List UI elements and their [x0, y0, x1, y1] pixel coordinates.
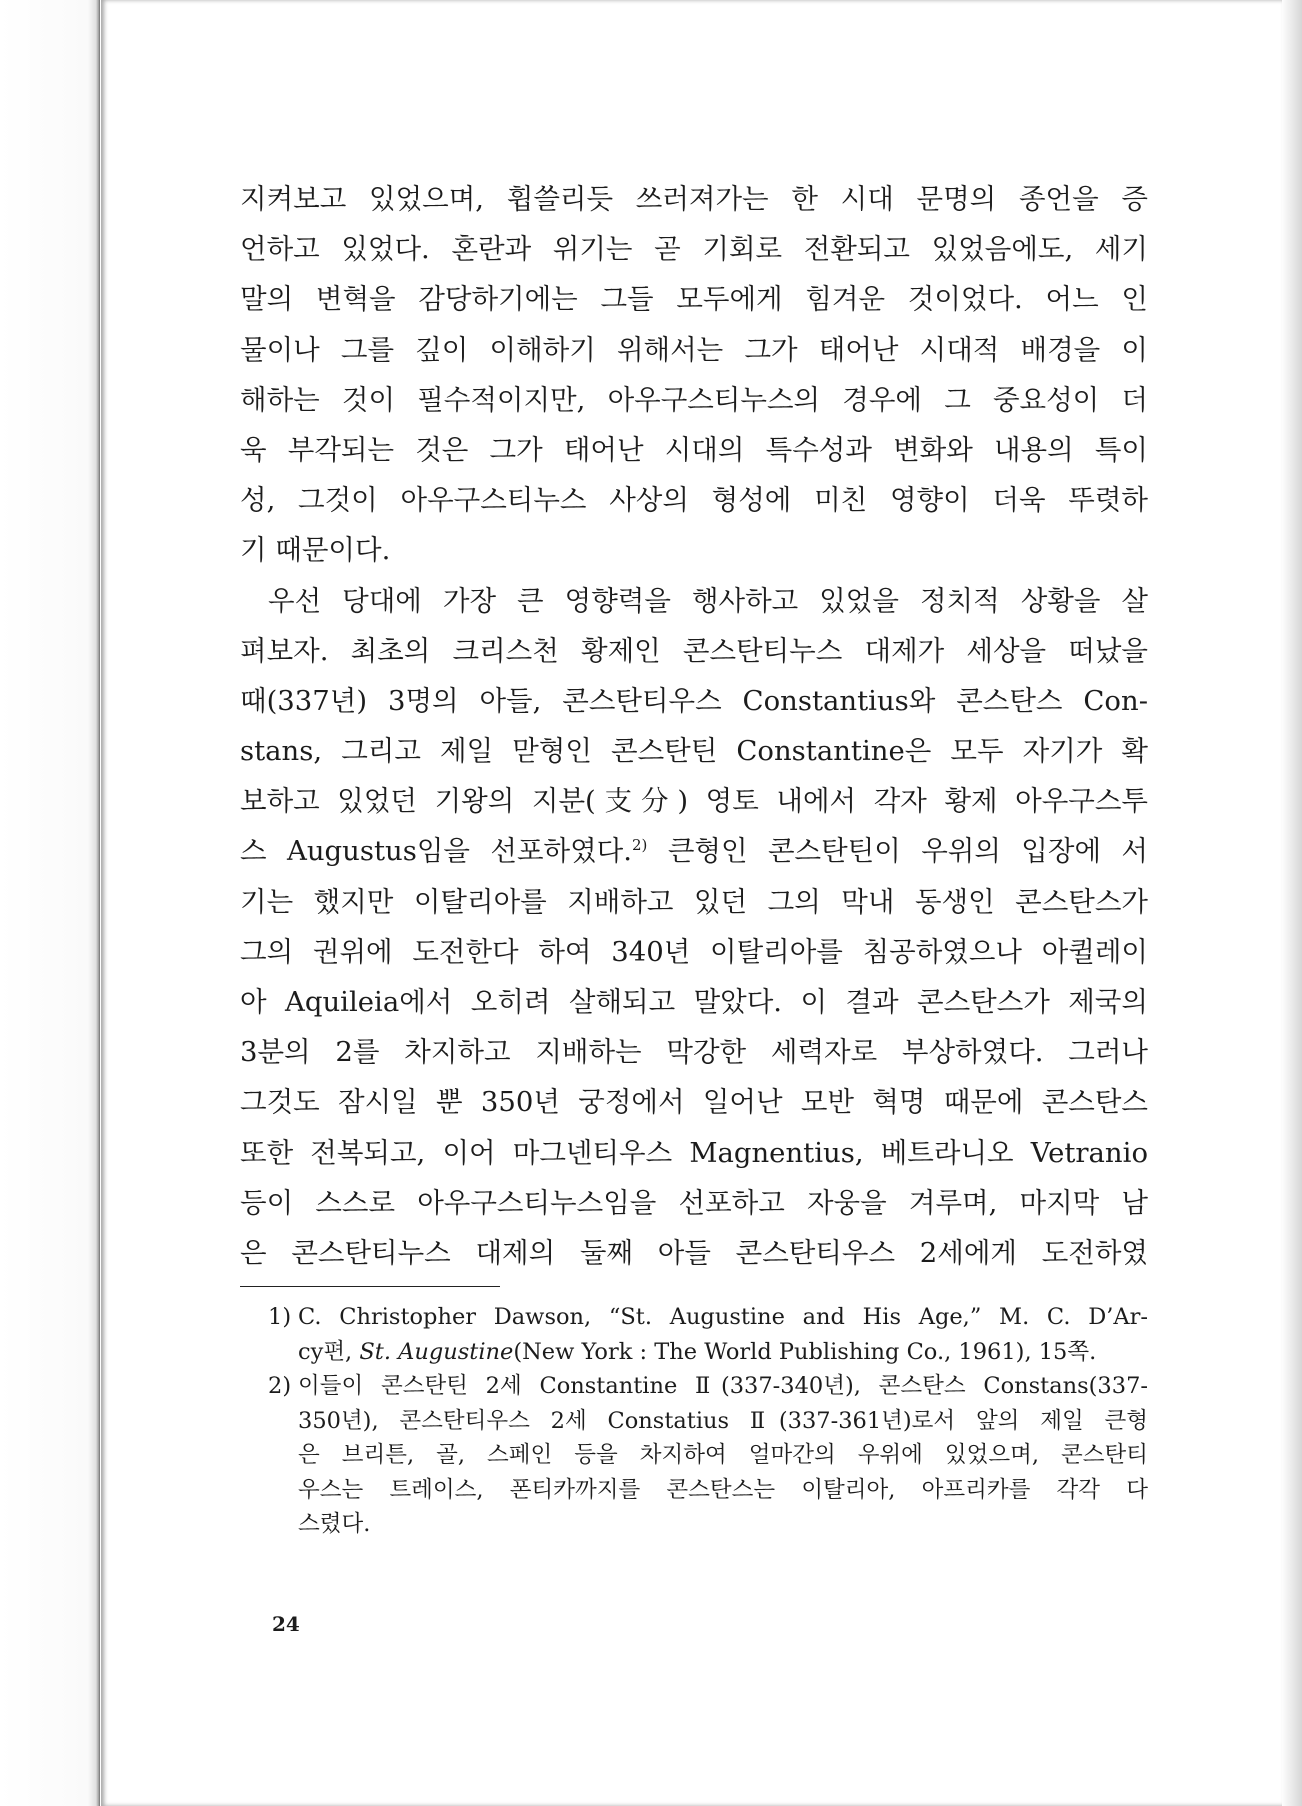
body-line: 말의 변혁을 감당하기에는 그들 모두에게 힘겨운 것이었다. 어느 인: [240, 283, 1148, 316]
body-line: 물이나 그를 깊이 이해하기 위해서는 그가 태어난 시대적 배경을 이: [240, 333, 1148, 366]
footnote-1: [240, 1300, 1148, 1335]
footnote-2-cont: 스렸다.: [298, 1511, 371, 1537]
body-line: 해하는 것이 필수적이지만, 아우구스티누스의 경우에 그 중요성이 더: [240, 383, 1148, 416]
body-line: 보하고 있었던 기왕의 지분(支分) 영토 내에서 각자 황제 아우구스투: [240, 785, 1148, 818]
footnote-2: [240, 1369, 1148, 1404]
body-line: 성, 그것이 아우구스티누스 사상의 형성에 미친 영향이 더욱 뚜렷하: [240, 484, 1148, 517]
footnotes: [240, 1300, 1148, 1542]
body-line: 기는 했지만 이탈리아를 지배하고 있던 그의 막내 동생인 콘스탄스가: [240, 885, 1148, 918]
footnote-text: C. Christopher Dawson, “St. Augustine and His Age,” M. C. D’Ar-: [298, 1304, 1148, 1330]
body-line: 등이 스스로 아우구스티누스임을 선포하고 자웅을 겨루며, 마지막 남: [240, 1186, 1148, 1219]
body-line: 또한 전복되고, 이어 마그넨티우스 Magnentius, 베트라니오 Vetranio: [240, 1136, 1148, 1169]
book-title: St. Augustine: [359, 1338, 514, 1365]
footnote-2-cont: 은 브리튼, 골, 스페인 등을 차지하여 얼마간의 우위에 있었으며, 콘스탄티: [298, 1442, 1148, 1468]
body-line: 그의 권위에 도전한다 하여 340년 이탈리아를 침공하였으나 아퀼레이: [240, 935, 1148, 968]
body-line-part: 큰형인 콘스탄틴이 우위의 입장에 서: [667, 835, 1148, 868]
paragraph-start-line: 우선 당대에 가장 큰 영향력을 행사하고 있었을 정치적 상황을 살: [268, 584, 1148, 617]
footnote-2-cont: 350년), 콘스탄티우스 2세 Constatius Ⅱ(337-361년)로서 앞의 제일 큰형: [298, 1407, 1148, 1434]
footnote-2-cont: 우스는 트레이스, 폰티카까지를 콘스탄스는 이탈리아, 아프리카를 각각 다: [298, 1476, 1148, 1503]
body-line: 때(337년) 3명의 아들, 콘스탄티우스 Constantius와 콘스탄스 Con-: [240, 684, 1148, 717]
footnote-divider: [240, 1286, 500, 1287]
body-line: 은 콘스탄티누스 대제의 둘째 아들 콘스탄티우스 2세에게 도전하였: [240, 1236, 1148, 1269]
body-line: 언하고 있었다. 혼란과 위기는 곧 기회로 전환되고 있었음에도, 세기: [240, 233, 1148, 266]
body-line: 펴보자. 최초의 크리스천 황제인 콘스탄티누스 대제가 세상을 떠났을: [240, 634, 1148, 667]
footnote-number: 2): [268, 1373, 292, 1399]
footnote-text: cy편,: [298, 1338, 360, 1365]
body-line: 지켜보고 있었으며, 휩쓸리듯 쓰러져가는 한 시대 문명의 종언을 증: [240, 183, 1148, 215]
body-line: 욱 부각되는 것은 그가 태어난 시대의 특수성과 변화와 내용의 특이: [240, 433, 1148, 466]
book-spine-shadow: [0, 0, 100, 1806]
footnote-number: 1): [268, 1304, 292, 1330]
body-line: 3분의 2를 차지하고 지배하는 막강한 세력자로 부상하였다. 그러나: [240, 1036, 1148, 1069]
body-line: 아 Aquileia에서 오히려 살해되고 말았다. 이 결과 콘스탄스가 제국의: [240, 986, 1148, 1018]
footnote-1-cont: [240, 1335, 1148, 1370]
body-line: 기 때문이다.: [240, 534, 391, 567]
page-number: 24: [272, 1612, 300, 1636]
page-edge-right: [1282, 0, 1302, 1806]
body-line-with-footnote-ref: [240, 826, 1148, 876]
footnote-text: 이들이 콘스탄틴 2세 Constantine Ⅱ(337-340년), 콘스탄스 Constans(337-: [298, 1373, 1148, 1399]
body-text: [240, 174, 1148, 1278]
footnote-text: (New York : The World Publishing Co., 1961), 15쪽.: [513, 1338, 1097, 1365]
footnote-ref-2: 2): [631, 836, 648, 855]
body-line: stans, 그리고 제일 맏형인 콘스탄틴 Constantine은 모두 자기가 확: [240, 735, 1148, 768]
body-line-part: 스 Augustus임을 선포하였다.: [240, 835, 632, 868]
body-line: 그것도 잠시일 뿐 350년 궁정에서 일어난 모반 혁명 때문에 콘스탄스: [240, 1086, 1148, 1119]
